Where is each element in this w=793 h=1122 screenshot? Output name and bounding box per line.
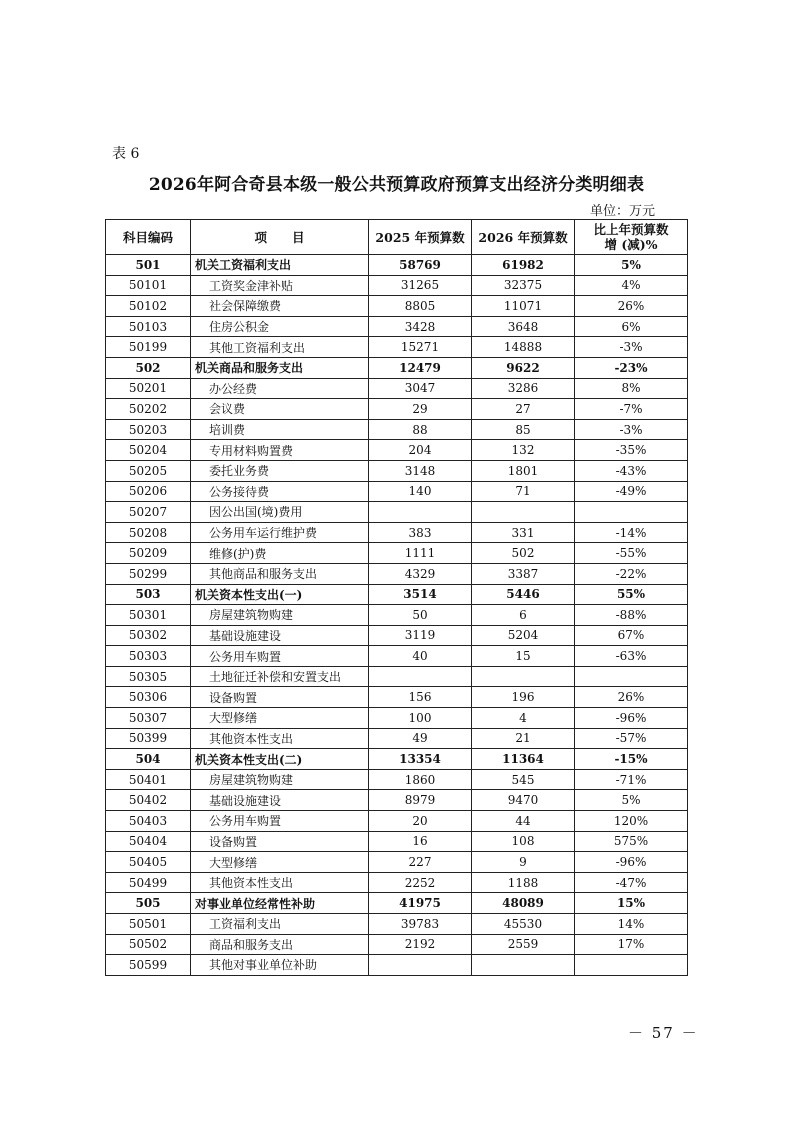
cell-2025-budget: 3148 <box>369 460 472 481</box>
cell-code: 50399 <box>106 728 191 749</box>
cell-2026-budget: 6 <box>472 605 575 626</box>
cell-2026-budget: 545 <box>472 769 575 790</box>
cell-2026-budget: 1801 <box>472 460 575 481</box>
cell-code: 50402 <box>106 790 191 811</box>
cell-item: 因公出国(境)费用 <box>191 502 369 523</box>
cell-change-pct: 8% <box>575 378 688 399</box>
table-row <box>106 275 688 296</box>
cell-2025-budget: 8805 <box>369 296 472 317</box>
table-row <box>106 708 688 729</box>
cell-2026-budget: 45530 <box>472 914 575 935</box>
table-row <box>106 625 688 646</box>
table-row <box>106 502 688 523</box>
table-row <box>106 687 688 708</box>
header-item: 项 目 <box>191 220 369 255</box>
cell-2026-budget: 11071 <box>472 296 575 317</box>
cell-2026-budget: 9470 <box>472 790 575 811</box>
table-row <box>106 543 688 564</box>
cell-change-pct: -57% <box>575 728 688 749</box>
cell-2025-budget: 1860 <box>369 769 472 790</box>
cell-2025-budget: 13354 <box>369 749 472 770</box>
cell-2026-budget: 2559 <box>472 934 575 955</box>
cell-2025-budget <box>369 666 472 687</box>
header-change-line1: 比上年预算数 <box>593 222 669 237</box>
cell-2026-budget: 48089 <box>472 893 575 914</box>
cell-2026-budget: 9622 <box>472 357 575 378</box>
cell-item: 公务用车购置 <box>191 811 369 832</box>
header-change-line2: 增 (减)% <box>604 237 658 252</box>
table-row <box>106 522 688 543</box>
cell-2025-budget: 20 <box>369 811 472 832</box>
table-row <box>106 399 688 420</box>
cell-change-pct: 120% <box>575 811 688 832</box>
cell-2025-budget: 58769 <box>369 255 472 276</box>
cell-code: 502 <box>106 357 191 378</box>
cell-item: 公务用车购置 <box>191 646 369 667</box>
cell-change-pct: 14% <box>575 914 688 935</box>
table-row <box>106 852 688 873</box>
cell-code: 50306 <box>106 687 191 708</box>
cell-2026-budget: 3648 <box>472 316 575 337</box>
cell-code: 50305 <box>106 666 191 687</box>
cell-2025-budget: 15271 <box>369 337 472 358</box>
cell-2026-budget: 502 <box>472 543 575 564</box>
cell-item: 其他商品和服务支出 <box>191 563 369 584</box>
cell-item: 对事业单位经常性补助 <box>191 893 369 914</box>
cell-item: 其他资本性支出 <box>191 728 369 749</box>
cell-2025-budget <box>369 955 472 976</box>
cell-change-pct: -23% <box>575 357 688 378</box>
cell-2025-budget: 49 <box>369 728 472 749</box>
cell-code: 50207 <box>106 502 191 523</box>
cell-change-pct: 6% <box>575 316 688 337</box>
cell-change-pct: -71% <box>575 769 688 790</box>
cell-code: 50303 <box>106 646 191 667</box>
table-body <box>106 255 688 976</box>
table-row <box>106 769 688 790</box>
cell-2025-budget: 2192 <box>369 934 472 955</box>
cell-code: 50403 <box>106 811 191 832</box>
cell-2025-budget: 88 <box>369 419 472 440</box>
cell-change-pct: -3% <box>575 419 688 440</box>
cell-change-pct: 67% <box>575 625 688 646</box>
cell-code: 50502 <box>106 934 191 955</box>
cell-change-pct: -55% <box>575 543 688 564</box>
cell-2025-budget: 227 <box>369 852 472 873</box>
cell-code: 50499 <box>106 872 191 893</box>
cell-2026-budget: 21 <box>472 728 575 749</box>
cell-code: 50209 <box>106 543 191 564</box>
table-row <box>106 440 688 461</box>
cell-2025-budget: 140 <box>369 481 472 502</box>
table-row <box>106 563 688 584</box>
cell-change-pct: -35% <box>575 440 688 461</box>
cell-code: 50404 <box>106 831 191 852</box>
cell-item: 工资福利支出 <box>191 914 369 935</box>
cell-2026-budget: 61982 <box>472 255 575 276</box>
cell-2025-budget: 3119 <box>369 625 472 646</box>
cell-2026-budget <box>472 955 575 976</box>
cell-2026-budget: 3387 <box>472 563 575 584</box>
cell-2026-budget: 44 <box>472 811 575 832</box>
cell-item: 设备购置 <box>191 831 369 852</box>
cell-change-pct <box>575 502 688 523</box>
cell-item: 基础设施建设 <box>191 790 369 811</box>
table-row <box>106 934 688 955</box>
cell-2025-budget: 3514 <box>369 584 472 605</box>
cell-code: 50599 <box>106 955 191 976</box>
cell-change-pct: -88% <box>575 605 688 626</box>
cell-item: 专用材料购置费 <box>191 440 369 461</box>
cell-2025-budget: 383 <box>369 522 472 543</box>
cell-code: 50203 <box>106 419 191 440</box>
table-row <box>106 914 688 935</box>
cell-2025-budget: 204 <box>369 440 472 461</box>
cell-2025-budget: 12479 <box>369 357 472 378</box>
cell-code: 50401 <box>106 769 191 790</box>
cell-2025-budget: 39783 <box>369 914 472 935</box>
cell-code: 503 <box>106 584 191 605</box>
table-row <box>106 666 688 687</box>
cell-item: 其他资本性支出 <box>191 872 369 893</box>
cell-change-pct: -63% <box>575 646 688 667</box>
header-change <box>575 220 688 255</box>
cell-item: 房屋建筑物购建 <box>191 769 369 790</box>
cell-change-pct: 5% <box>575 790 688 811</box>
table-row <box>106 357 688 378</box>
cell-code: 505 <box>106 893 191 914</box>
cell-2026-budget: 5204 <box>472 625 575 646</box>
unit-label: 单位：万元 <box>590 204 656 219</box>
cell-code: 50103 <box>106 316 191 337</box>
cell-change-pct: -22% <box>575 563 688 584</box>
cell-item: 机关商品和服务支出 <box>191 357 369 378</box>
cell-change-pct: 26% <box>575 296 688 317</box>
cell-2025-budget: 40 <box>369 646 472 667</box>
table-row <box>106 460 688 481</box>
cell-change-pct: -96% <box>575 852 688 873</box>
cell-change-pct <box>575 955 688 976</box>
cell-code: 50102 <box>106 296 191 317</box>
page-title: 2026年阿合奇县本级一般公共预算政府预算支出经济分类明细表 <box>148 175 645 195</box>
cell-change-pct: 4% <box>575 275 688 296</box>
cell-2025-budget: 3047 <box>369 378 472 399</box>
cell-change-pct: 26% <box>575 687 688 708</box>
cell-2025-budget: 41975 <box>369 893 472 914</box>
cell-2026-budget: 27 <box>472 399 575 420</box>
cell-2026-budget: 15 <box>472 646 575 667</box>
cell-2026-budget: 196 <box>472 687 575 708</box>
cell-code: 50501 <box>106 914 191 935</box>
cell-2026-budget: 32375 <box>472 275 575 296</box>
cell-item: 其他对事业单位补助 <box>191 955 369 976</box>
cell-2026-budget: 71 <box>472 481 575 502</box>
cell-item: 培训费 <box>191 419 369 440</box>
table-row <box>106 790 688 811</box>
cell-2026-budget: 4 <box>472 708 575 729</box>
table-row <box>106 831 688 852</box>
cell-item: 大型修缮 <box>191 708 369 729</box>
cell-change-pct: 5% <box>575 255 688 276</box>
page-number: － 57 － <box>628 1024 699 1042</box>
table-row <box>106 955 688 976</box>
cell-2025-budget: 16 <box>369 831 472 852</box>
cell-code: 50101 <box>106 275 191 296</box>
header-2025-budget: 2025 年预算数 <box>369 220 472 255</box>
cell-item: 基础设施建设 <box>191 625 369 646</box>
cell-item: 社会保障缴费 <box>191 296 369 317</box>
cell-item: 工资奖金津补贴 <box>191 275 369 296</box>
table-row <box>106 646 688 667</box>
budget-table <box>105 219 688 976</box>
cell-item: 办公经费 <box>191 378 369 399</box>
cell-change-pct: 17% <box>575 934 688 955</box>
table-row <box>106 893 688 914</box>
cell-2026-budget: 14888 <box>472 337 575 358</box>
cell-2025-budget: 50 <box>369 605 472 626</box>
table-row <box>106 749 688 770</box>
cell-item: 公务接待费 <box>191 481 369 502</box>
cell-change-pct <box>575 666 688 687</box>
table-row <box>106 605 688 626</box>
cell-2026-budget: 9 <box>472 852 575 873</box>
header-2026-budget: 2026 年预算数 <box>472 220 575 255</box>
cell-item: 住房公积金 <box>191 316 369 337</box>
cell-code: 50299 <box>106 563 191 584</box>
cell-2026-budget: 132 <box>472 440 575 461</box>
table-row <box>106 481 688 502</box>
table-row <box>106 316 688 337</box>
cell-2025-budget: 8979 <box>369 790 472 811</box>
cell-2025-budget: 100 <box>369 708 472 729</box>
cell-2026-budget: 11364 <box>472 749 575 770</box>
cell-item: 土地征迁补偿和安置支出 <box>191 666 369 687</box>
cell-2026-budget: 1188 <box>472 872 575 893</box>
cell-change-pct: 575% <box>575 831 688 852</box>
cell-2026-budget <box>472 666 575 687</box>
cell-2025-budget: 1111 <box>369 543 472 564</box>
table-row <box>106 584 688 605</box>
cell-2026-budget: 331 <box>472 522 575 543</box>
table-row <box>106 811 688 832</box>
table-label: 表 6 <box>112 146 140 162</box>
cell-2025-budget: 31265 <box>369 275 472 296</box>
cell-item: 大型修缮 <box>191 852 369 873</box>
cell-change-pct: -49% <box>575 481 688 502</box>
cell-item: 房屋建筑物购建 <box>191 605 369 626</box>
cell-code: 50204 <box>106 440 191 461</box>
cell-item: 商品和服务支出 <box>191 934 369 955</box>
cell-change-pct: 55% <box>575 584 688 605</box>
cell-item: 机关资本性支出(一) <box>191 584 369 605</box>
cell-2025-budget: 3428 <box>369 316 472 337</box>
cell-2025-budget: 156 <box>369 687 472 708</box>
cell-2025-budget: 2252 <box>369 872 472 893</box>
cell-2025-budget <box>369 502 472 523</box>
cell-change-pct: -3% <box>575 337 688 358</box>
cell-change-pct: 15% <box>575 893 688 914</box>
cell-item: 公务用车运行维护费 <box>191 522 369 543</box>
cell-change-pct: -43% <box>575 460 688 481</box>
cell-change-pct: -7% <box>575 399 688 420</box>
cell-code: 50307 <box>106 708 191 729</box>
cell-2026-budget: 108 <box>472 831 575 852</box>
cell-code: 50301 <box>106 605 191 626</box>
table-row <box>106 419 688 440</box>
cell-code: 50201 <box>106 378 191 399</box>
cell-item: 机关资本性支出(二) <box>191 749 369 770</box>
cell-code: 50208 <box>106 522 191 543</box>
cell-2025-budget: 4329 <box>369 563 472 584</box>
cell-code: 50205 <box>106 460 191 481</box>
cell-code: 50405 <box>106 852 191 873</box>
cell-code: 50206 <box>106 481 191 502</box>
cell-item: 设备购置 <box>191 687 369 708</box>
table-row <box>106 728 688 749</box>
cell-code: 504 <box>106 749 191 770</box>
cell-item: 其他工资福利支出 <box>191 337 369 358</box>
cell-item: 会议费 <box>191 399 369 420</box>
header-code: 科目编码 <box>106 220 191 255</box>
table-row <box>106 337 688 358</box>
cell-item: 机关工资福利支出 <box>191 255 369 276</box>
cell-code: 50199 <box>106 337 191 358</box>
table-row <box>106 296 688 317</box>
cell-2026-budget: 5446 <box>472 584 575 605</box>
cell-item: 维修(护)费 <box>191 543 369 564</box>
cell-2026-budget: 85 <box>472 419 575 440</box>
cell-2026-budget: 3286 <box>472 378 575 399</box>
table-row <box>106 378 688 399</box>
table-row <box>106 255 688 276</box>
cell-2026-budget <box>472 502 575 523</box>
cell-code: 501 <box>106 255 191 276</box>
cell-change-pct: -15% <box>575 749 688 770</box>
cell-code: 50302 <box>106 625 191 646</box>
cell-item: 委托业务费 <box>191 460 369 481</box>
cell-code: 50202 <box>106 399 191 420</box>
cell-change-pct: -14% <box>575 522 688 543</box>
cell-change-pct: -96% <box>575 708 688 729</box>
cell-change-pct: -47% <box>575 872 688 893</box>
table-header-row <box>106 220 688 255</box>
cell-2025-budget: 29 <box>369 399 472 420</box>
table-row <box>106 872 688 893</box>
